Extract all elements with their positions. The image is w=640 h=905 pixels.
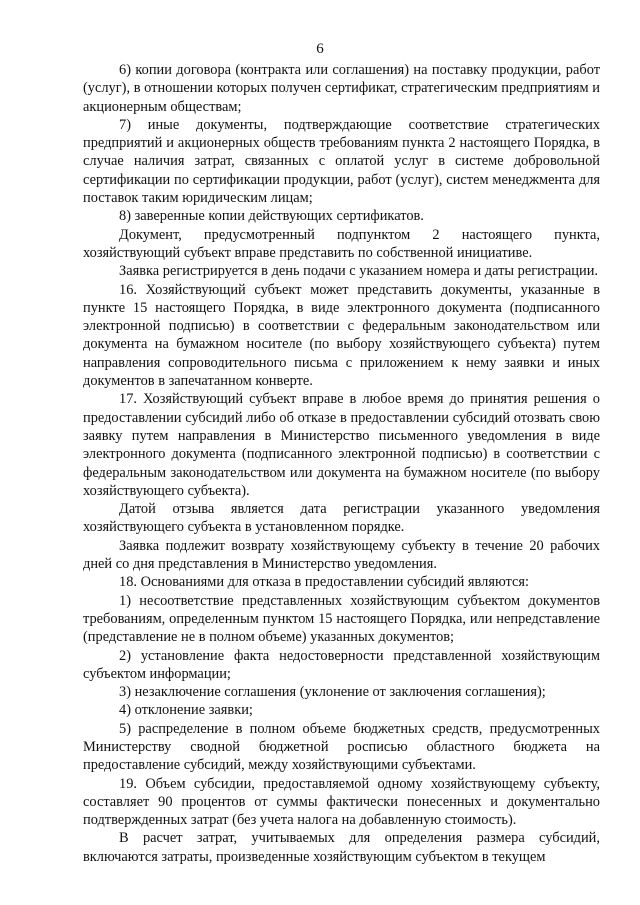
paragraph-refusal-reason-2: 2) установление факта недостоверности представленной хозяйствующим субъектом информации; [83,647,600,682]
paragraph-refusal-reason-3: 3) незаключение соглашения (уклонение от заключения соглашения); [119,684,546,701]
paragraph-section-18: 18. Основаниями для отказа в предоставлении субсидий являются: [119,574,529,591]
paragraph-refusal-reason-4: 4) отклонение заявки; [119,702,253,719]
paragraph-item-8-certificate-copies: 8) заверенные копии действующих сертификатов. [119,208,424,225]
paragraph-refusal-reason-1: 1) несоответствие представленных хозяйствующим субъектом документов требованиям, определенным пунктом 15 настоящего Порядка, или непредставление (представление не в полном объеме) указанных документов; [83,592,600,646]
paragraph-cost-calculation: В расчет затрат, учитываемых для определения размера субсидий, включаются затраты, произведенные хозяйствующим субъектом в текущем [83,830,600,865]
paragraph-section-17: 17. Хозяйствующий субъект вправе в любое время до принятия решения о предоставлении субсидий либо об отказе в предоставлении субсидий отозвать свою заявку путем направления в Министерство письменного уведомления в виде электронного документа (подписанного электронной подписью) в соответствии с федеральным законодательством или документа на бумажном носителе (по выбору хозяйствующего субъекта). [83,391,600,499]
paragraph-item-7-other-documents: 7) иные документы, подтверждающие соответствие стратегических предприятий и акционерных обществ требованиям пункта 2 настоящего Порядка, в случае наличия затрат, связанных с оплатой услуг в системе добровольной сертификации по сертификации продукции, работ (услуг), систем менеджмента для поставок таким юридическим лицам; [83,116,600,207]
document-body [83,61,600,866]
paragraph-item-6-contract-copies: 6) копии договора (контракта или соглашения) на поставку продукции, работ (услуг), в отношении которых получен сертификат, стратегическим предприятиям и акционерным обществам; [83,62,600,115]
paragraph-section-16: 16. Хозяйствующий субъект может представить документы, указанные в пункте 15 настоящего Порядка, в виде электронного документа (подписанного электронной подписью) в соответствии с федеральным законодательством или документа на бумажном носителе (по выбору хозяйствующего субъекта) путем направления сопроводительного письма с приложением к нему заявки и иных документов в запечатанном конверте. [83,281,600,390]
page-number: 6 [316,41,324,57]
paragraph-own-initiative-note: Документ, предусмотренный подпунктом 2 настоящего пункта, хозяйствующий субъект вправе представить по собственной инициативе. [83,226,600,261]
paragraph-application-registration: Заявка регистрируется в день подачи с указанием номера и даты регистрации. [119,263,599,280]
paragraph-withdrawal-date: Датой отзыва является дата регистрации указанного уведомления хозяйствующего субъекта в установленном порядке. [83,501,600,536]
paragraph-section-19: 19. Объем субсидии, предоставляемой одному хозяйствующему субъекту, составляет 90 процентов от суммы фактически понесенных и документально подтвержденных затрат (без учета налога на добавленную стоимость). [83,775,600,829]
paragraph-refusal-reason-5: 5) распределение в полном объеме бюджетных средств, предусмотренных Министерству сводной бюджетной росписью областного бюджета на предоставление субсидий, между хозяйствующими субъектами. [83,720,600,774]
paragraph-application-return: Заявка подлежит возврату хозяйствующему субъекту в течение 20 рабочих дней со дня представления в Министерство уведомления. [83,537,600,573]
